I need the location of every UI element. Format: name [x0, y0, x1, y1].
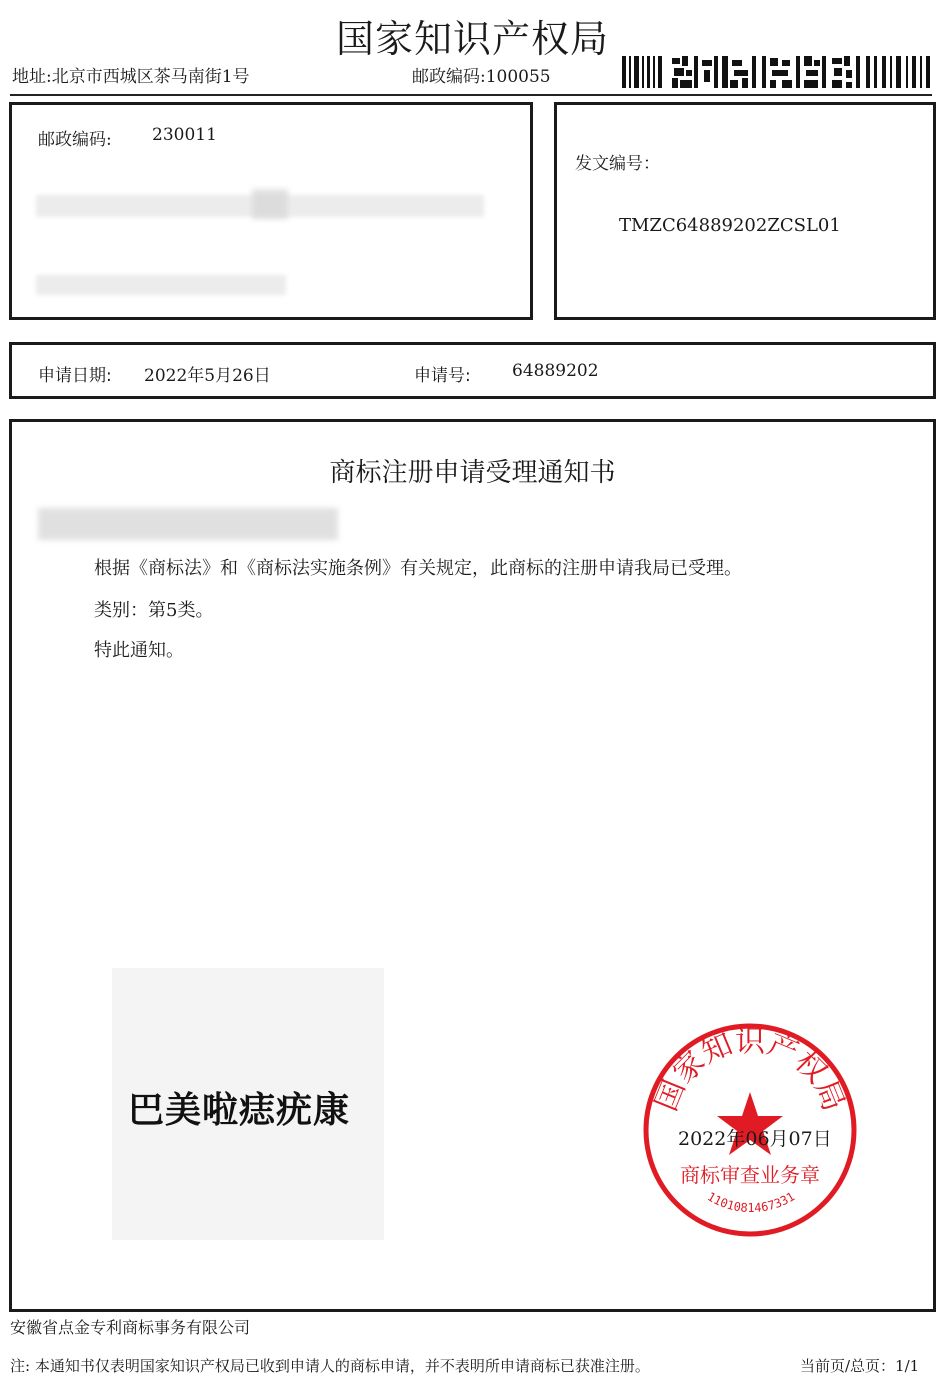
- page-title: 国家知识产权局: [335, 17, 609, 61]
- notice-paragraph-2: 类别：第5类。: [94, 600, 214, 621]
- application-info-box: [9, 342, 936, 399]
- agency-name: 安徽省点金专利商标事务有限公司: [10, 1318, 251, 1337]
- docno-value: TMZC64889202ZCSL01: [619, 215, 841, 236]
- office-address: 地址:北京市西城区茶马南街1号: [12, 67, 250, 87]
- recipient-box: [9, 102, 533, 320]
- header-divider: [10, 94, 932, 96]
- redacted-applicant: [38, 508, 338, 540]
- barcode-image: [622, 56, 930, 88]
- seal-org-text: 国家知识产权局: [648, 1024, 852, 1117]
- document-number-box: [554, 102, 936, 320]
- seal-serial: 1101081467331: [704, 1189, 798, 1216]
- recipient-postcode-label: 邮政编码:: [38, 130, 112, 150]
- application-date-label: 申请日期:: [38, 366, 112, 386]
- application-date-value: 2022年5月26日: [144, 366, 271, 386]
- docno-label: 发文编号：: [575, 154, 660, 174]
- notice-paragraph-1: 根据《商标法》和《商标法实施条例》有关规定，此商标的注册申请我局已受理。: [94, 558, 742, 579]
- notice-paragraph-3: 特此通知。: [94, 640, 184, 661]
- recipient-postcode-value: 230011: [152, 125, 217, 145]
- redacted-address-mark: [252, 189, 288, 219]
- notice-title: 商标注册申请受理通知书: [329, 458, 616, 488]
- svg-text:1101081467331: [705, 1189, 797, 1215]
- footer-note: 注: 本通知书仅表明国家知识产权局已收到申请人的商标申请，并不表明所申请商标已获准注册。: [10, 1357, 650, 1375]
- page-counter: 当前页/总页：1/1: [800, 1357, 920, 1375]
- issue-date: 2022年06月07日: [678, 1128, 832, 1150]
- application-number-value: 64889202: [512, 361, 599, 381]
- trademark-text: 巴美啦痣疣康: [128, 1090, 351, 1131]
- redacted-recipient-name: [36, 275, 286, 295]
- office-postcode: 邮政编码:100055: [412, 67, 551, 87]
- seal-dept-text: 商标审查业务章: [680, 1163, 820, 1187]
- application-number-label: 申请号:: [414, 366, 471, 386]
